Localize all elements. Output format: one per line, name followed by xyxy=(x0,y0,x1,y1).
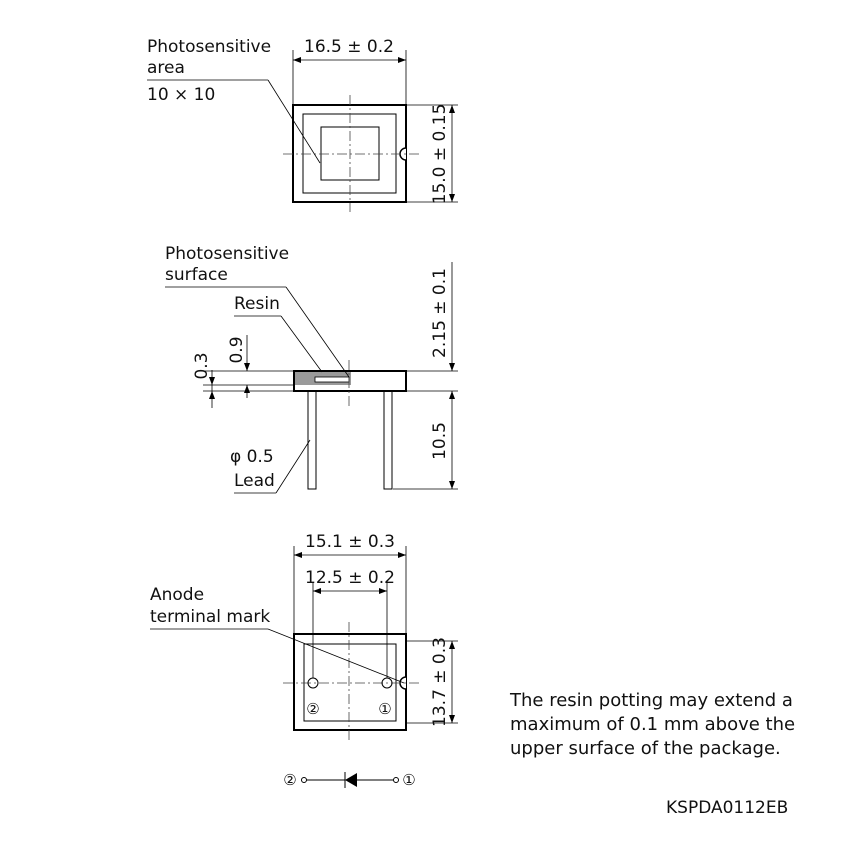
bottom-125-text: 12.5 ± 0.2 xyxy=(305,568,395,588)
schematic-diode-triangle xyxy=(345,773,357,787)
top-view xyxy=(147,37,458,212)
side-dim-03-text: 0.3 xyxy=(192,352,212,380)
schematic-pin-2: ② xyxy=(283,771,297,789)
side-dim-215-text: 2.15 ± 0.1 xyxy=(430,268,450,358)
side-surface-label-2: surface xyxy=(165,265,228,285)
side-chip xyxy=(315,377,349,382)
note-line-3: upper surface of the package. xyxy=(510,738,781,759)
side-view xyxy=(165,244,458,493)
side-lead-right xyxy=(384,391,392,489)
side-lead-label: Lead xyxy=(234,471,275,491)
note-line-1: The resin potting may extend a xyxy=(510,690,793,711)
top-package-outer xyxy=(293,105,406,202)
top-width-dim-text: 16.5 ± 0.2 xyxy=(304,37,394,57)
bottom-137-text: 13.7 ± 0.3 xyxy=(430,637,450,727)
side-resin-label: Resin xyxy=(234,294,280,314)
side-dim-09-text: 0.9 xyxy=(227,336,247,364)
top-area-label-2: area xyxy=(147,58,185,78)
side-surface-label-1: Photosensitive xyxy=(165,244,290,264)
schematic-pin-1: ① xyxy=(402,771,416,789)
side-resin-leader xyxy=(281,316,322,372)
bottom-view xyxy=(150,532,458,742)
top-height-dim-text: 15.0 ± 0.15 xyxy=(430,103,450,205)
top-width-arrow-right xyxy=(398,57,406,63)
side-dim-105-arrow-bot xyxy=(449,481,455,489)
bottom-anode-label-1: Anode xyxy=(150,585,205,605)
bottom-pin-1-label: ① xyxy=(378,700,392,718)
top-area-size-label: 10 × 10 xyxy=(147,85,216,105)
bottom-anode-label-2: terminal mark xyxy=(150,607,271,627)
note-line-2: maximum of 0.1 mm above the xyxy=(510,714,796,735)
note-block xyxy=(509,690,795,759)
bottom-151-arrow-left xyxy=(294,552,302,558)
side-dim-215-arrow xyxy=(449,363,455,371)
bottom-pin-2-label: ② xyxy=(306,700,320,718)
bottom-125-arrow-left xyxy=(313,588,321,594)
bottom-125-arrow-right xyxy=(379,588,387,594)
side-dim-105-arrow-top xyxy=(449,391,455,399)
diode-schematic xyxy=(283,771,415,789)
top-area-label-1: Photosensitive xyxy=(147,37,272,57)
bottom-anode-leader xyxy=(268,629,404,683)
side-surface-leader xyxy=(286,287,349,377)
side-lead-dia-label: φ 0.5 xyxy=(230,447,274,467)
top-package-inner xyxy=(303,114,396,193)
schematic-terminal-2 xyxy=(302,778,307,783)
top-width-arrow-left xyxy=(293,57,301,63)
side-lead-left xyxy=(308,391,316,489)
side-lead-leader xyxy=(276,440,310,493)
bottom-151-text: 15.1 ± 0.3 xyxy=(305,532,395,552)
schematic-terminal-1 xyxy=(394,778,399,783)
side-dim-03-arrow-bot xyxy=(209,391,215,399)
side-dim-105-text: 10.5 xyxy=(430,422,450,460)
drawing-code: KSPDA0112EB xyxy=(666,798,789,818)
side-dim-09-arrow-b xyxy=(244,385,250,393)
bottom-151-arrow-right xyxy=(398,552,406,558)
